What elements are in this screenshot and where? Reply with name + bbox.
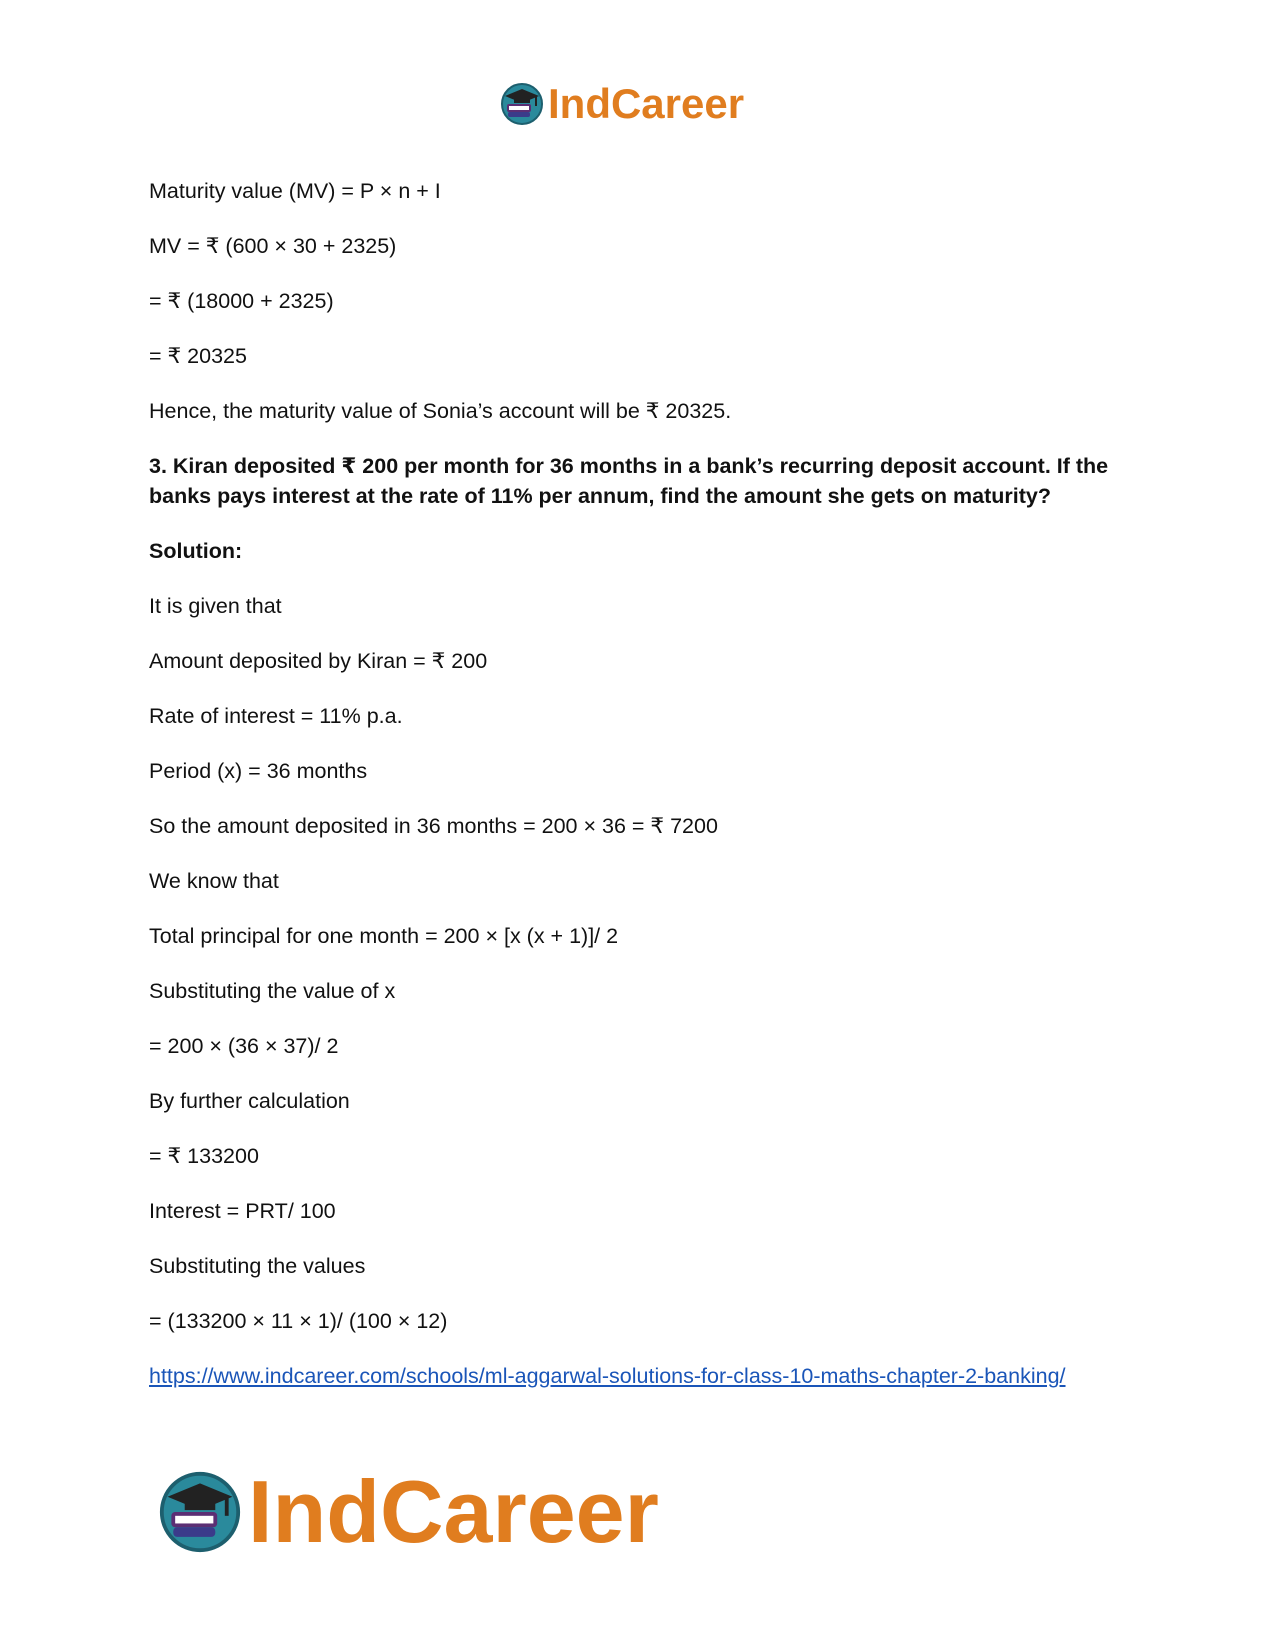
header-logo	[500, 80, 744, 128]
text-line: By further calculation	[149, 1089, 350, 1113]
text-line: Amount deposited by Kiran = ₹ 200	[149, 649, 488, 673]
text-line: It is given that	[149, 594, 282, 618]
text-line: = (133200 × 11 × 1)/ (100 × 12)	[149, 1309, 448, 1333]
footer-logo	[158, 1462, 659, 1561]
text-line: Substituting the values	[149, 1254, 366, 1278]
text-line: We know that	[149, 869, 279, 893]
graduation-cap-book-globe-icon	[500, 82, 544, 126]
source-link[interactable]: https://www.indcareer.com/schools/ml-aggarwal-solutions-for-class-10-maths-chapter-2-banking/	[149, 1364, 1066, 1388]
text-line: = ₹ 20325	[149, 344, 247, 368]
graduation-cap-book-globe-icon	[158, 1470, 242, 1554]
text-line: Substituting the value of x	[149, 979, 396, 1003]
text-line: Hence, the maturity value of Sonia’s account will be ₹ 20325.	[149, 399, 732, 423]
text-line: MV = ₹ (600 × 30 + 2325)	[149, 234, 397, 258]
text-line: = ₹ 133200	[149, 1144, 259, 1168]
text-line: Maturity value (MV) = P × n + I	[149, 179, 441, 203]
heading-line: Solution:	[149, 539, 243, 563]
footer-brand-name: IndCareer	[248, 1462, 659, 1561]
heading-line: 3. Kiran deposited ₹ 200 per month for 36 months in a bank’s recurring deposit account. If the banks pays interest at the rate of 11% per annum, find the amount she gets on maturity?	[149, 454, 1115, 508]
text-line: = ₹ (18000 + 2325)	[149, 289, 334, 313]
text-line: = 200 × (36 × 37)/ 2	[149, 1034, 339, 1058]
document-body	[149, 176, 1129, 1391]
text-line: Total principal for one month = 200 × [x (x + 1)]/ 2	[149, 924, 619, 948]
text-line: So the amount deposited in 36 months = 200 × 36 = ₹ 7200	[149, 814, 718, 838]
text-line: Period (x) = 36 months	[149, 759, 368, 783]
brand-name: IndCareer	[548, 80, 745, 127]
text-line: Interest = PRT/ 100	[149, 1199, 336, 1223]
text-line: Rate of interest = 11% p.a.	[149, 704, 403, 728]
